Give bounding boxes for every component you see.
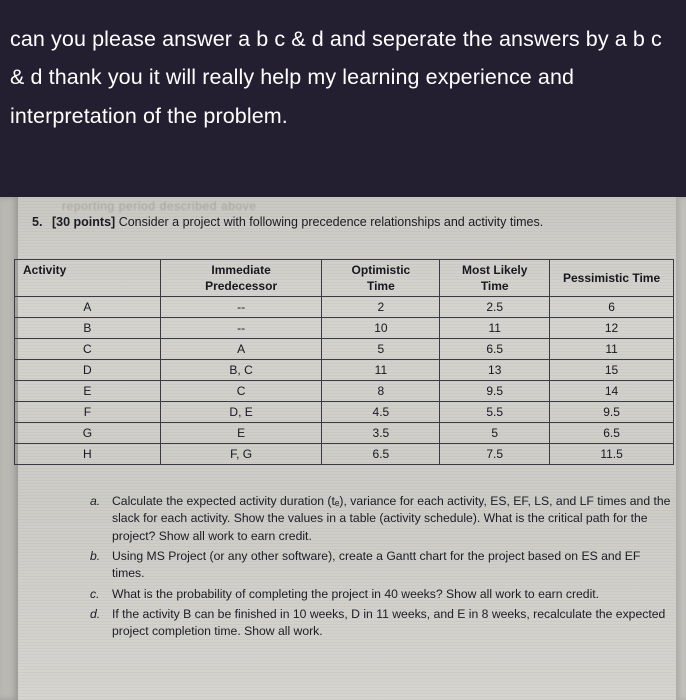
subquestion-d-label: d. bbox=[90, 606, 101, 621]
cell-optimistic: 11 bbox=[322, 360, 440, 381]
subquestion-c-text: What is the probability of completing the project in 40 weeks? Show all work to earn credit. bbox=[112, 586, 600, 601]
cell-optimistic: 10 bbox=[322, 318, 440, 339]
subquestion-a-text: Calculate the expected activity duration (tₑ), variance for each activity, ES, EF, LS, and LF times and the slack for each activity. Show the values in a table (activity schedule). What is the critical path for the project? Show all work to earn credit. bbox=[112, 494, 671, 543]
header-immediate-line2: Predecessor bbox=[205, 279, 278, 294]
cell-pessimistic: 12 bbox=[550, 318, 674, 339]
header-immediate-predecessor bbox=[160, 260, 322, 297]
cell-optimistic: 5 bbox=[322, 339, 440, 360]
subquestion-a bbox=[90, 493, 674, 545]
cell-activity: F bbox=[15, 402, 161, 423]
cell-pessimistic: 6 bbox=[550, 297, 674, 318]
table-row bbox=[15, 318, 674, 339]
cell-pessimistic: 11.5 bbox=[550, 444, 674, 465]
header-pessimistic-time bbox=[550, 260, 674, 297]
activity-table-body bbox=[15, 297, 674, 465]
cell-mostlikely: 5 bbox=[440, 423, 550, 444]
subquestion-b bbox=[90, 548, 674, 583]
cell-activity: B bbox=[15, 318, 161, 339]
cell-activity: G bbox=[15, 423, 161, 444]
cell-mostlikely: 9.5 bbox=[440, 381, 550, 402]
cell-pessimistic: 6.5 bbox=[550, 423, 674, 444]
header-immediate-line1: Immediate bbox=[211, 263, 271, 277]
question-text: Consider a project with following precedence relationships and activity times. bbox=[118, 215, 544, 229]
scanned-document bbox=[0, 197, 686, 700]
cell-optimistic: 3.5 bbox=[322, 423, 440, 444]
header-mostlikely-line2: Time bbox=[480, 279, 509, 294]
table-row bbox=[15, 360, 674, 381]
cell-activity: C bbox=[15, 339, 161, 360]
header-optimistic-line1: Optimistic bbox=[351, 263, 411, 277]
scan-right-edge bbox=[676, 197, 686, 700]
cell-pessimistic: 15 bbox=[550, 360, 674, 381]
cell-mostlikely: 2.5 bbox=[440, 297, 550, 318]
cell-mostlikely: 13 bbox=[440, 360, 550, 381]
header-optimistic-line2: Time bbox=[366, 279, 395, 294]
subquestion-c-label: c. bbox=[90, 586, 100, 601]
cell-activity: D bbox=[15, 360, 161, 381]
cell-pessimistic: 14 bbox=[550, 381, 674, 402]
cell-activity: E bbox=[15, 381, 161, 402]
cell-pessimistic: 9.5 bbox=[550, 402, 674, 423]
header-most-likely-time bbox=[440, 260, 550, 297]
activity-table bbox=[14, 259, 674, 465]
subquestion-d-text: If the activity B can be finished in 10 weeks, D in 11 weeks, and E in 8 weeks, recalculate the expected project completion time. Show all work. bbox=[112, 606, 666, 639]
cell-mostlikely: 7.5 bbox=[440, 444, 550, 465]
cell-predecessor: F, G bbox=[160, 444, 322, 465]
activity-table-wrapper bbox=[14, 259, 676, 465]
table-header-row bbox=[15, 260, 674, 297]
cell-mostlikely: 11 bbox=[440, 318, 550, 339]
question-line bbox=[32, 215, 543, 229]
cell-predecessor: -- bbox=[160, 318, 322, 339]
cell-predecessor: D, E bbox=[160, 402, 322, 423]
subquestion-list bbox=[90, 493, 674, 644]
cell-mostlikely: 5.5 bbox=[440, 402, 550, 423]
header-optimistic-time bbox=[322, 260, 440, 297]
table-row bbox=[15, 402, 674, 423]
table-row bbox=[15, 423, 674, 444]
user-prompt-text: can you please answer a b c & d and seperate the answers by a b c & d thank you it will really help my learning experience and interpretation of the problem. bbox=[0, 0, 686, 197]
cell-activity: A bbox=[15, 297, 161, 318]
subquestion-d bbox=[90, 606, 674, 641]
header-pessimistic-line1: Pessimistic Time bbox=[562, 271, 661, 286]
question-number: 5. bbox=[32, 215, 43, 229]
cell-mostlikely: 6.5 bbox=[440, 339, 550, 360]
subquestion-c bbox=[90, 586, 674, 603]
subquestion-b-label: b. bbox=[90, 548, 101, 563]
cell-predecessor: E bbox=[160, 423, 322, 444]
cell-activity: H bbox=[15, 444, 161, 465]
subquestion-a-label: a. bbox=[90, 494, 101, 508]
table-row bbox=[15, 297, 674, 318]
cell-optimistic: 6.5 bbox=[322, 444, 440, 465]
table-row bbox=[15, 444, 674, 465]
faded-header-text: reporting period described above bbox=[62, 199, 257, 213]
header-activity: Activity bbox=[15, 260, 161, 297]
question-points: [30 points] bbox=[52, 215, 116, 229]
cell-predecessor: B, C bbox=[160, 360, 322, 381]
cell-optimistic: 4.5 bbox=[322, 402, 440, 423]
table-row bbox=[15, 381, 674, 402]
subquestion-b-text: Using MS Project (or any other software), create a Gantt chart for the project based on ES and EF times. bbox=[112, 548, 641, 581]
cell-optimistic: 8 bbox=[322, 381, 440, 402]
header-mostlikely-line1: Most Likely bbox=[462, 263, 528, 277]
cell-predecessor: C bbox=[160, 381, 322, 402]
cell-optimistic: 2 bbox=[322, 297, 440, 318]
cell-pessimistic: 11 bbox=[550, 339, 674, 360]
cell-predecessor: A bbox=[160, 339, 322, 360]
table-row bbox=[15, 339, 674, 360]
cell-predecessor: -- bbox=[160, 297, 322, 318]
